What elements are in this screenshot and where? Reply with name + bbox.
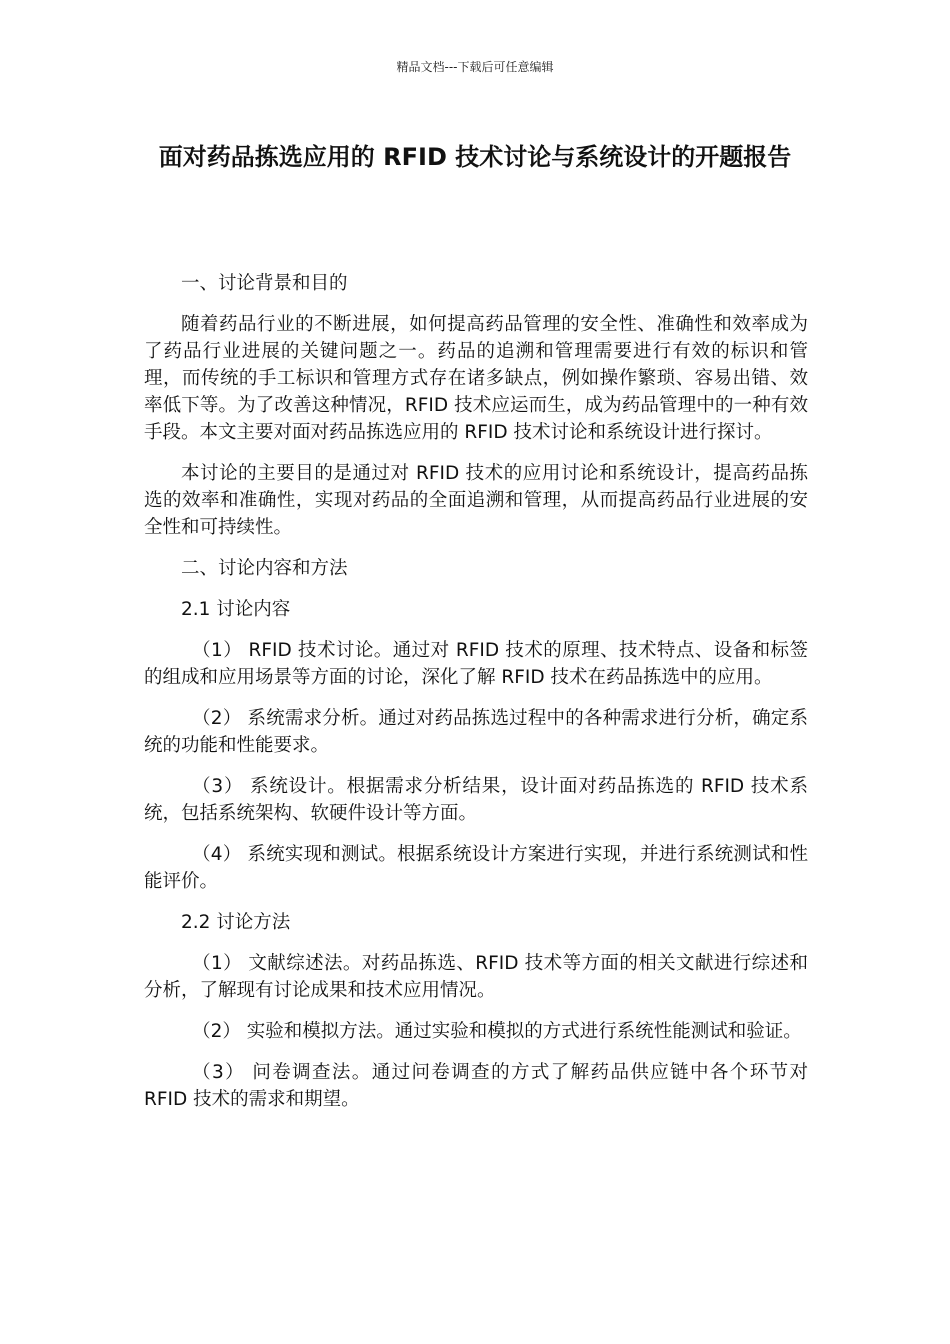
document-body [144, 270, 808, 1127]
list-item-content-4: （4） 系统实现和测试。根据系统设计方案进行实现，并进行系统测试和性能评价。 [144, 844, 808, 892]
list-item-content-1: （1） RFID 技术讨论。通过对 RFID 技术的原理、技术特点、设备和标签的组成和应用场景等方面的讨论，深化了解 RFID 技术在药品拣选中的应用。 [144, 640, 808, 688]
subsection-heading-method: 2.2 讨论方法 [181, 912, 291, 933]
section-heading-content-method: 二、讨论内容和方法 [181, 558, 348, 579]
document-title: 面对药品拣选应用的 RFID 技术讨论与系统设计的开题报告 [158, 143, 792, 171]
list-item-content-3: （3） 系统设计。根据需求分析结果，设计面对药品拣选的 RFID 技术系统，包括系统架构、软硬件设计等方面。 [144, 776, 808, 824]
list-item-method-1: （1） 文献综述法。对药品拣选、RFID 技术等方面的相关文献进行综述和分析，了解现有讨论成果和技术应用情况。 [144, 953, 808, 1001]
list-item-content-2: （2） 系统需求分析。通过对药品拣选过程中的各种需求进行分析，确定系统的功能和性能要求。 [144, 708, 808, 756]
header-note: 精品文档---下载后可任意编辑 [396, 60, 554, 74]
paragraph-background: 随着药品行业的不断进展，如何提高药品管理的安全性、准确性和效率成为了药品行业进展的关键问题之一。药品的追溯和管理需要进行有效的标识和管理，而传统的手工标识和管理方式存在诸多缺点，例如操作繁琐、容易出错、效率低下等。为了改善这种情况，RFID 技术应运而生，成为药品管理中的一种有效手段。本文主要对面对药品拣选应用的 RFID 技术讨论和系统设计进行探讨。 [144, 314, 808, 443]
list-item-method-3: （3） 问卷调查法。通过问卷调查的方式了解药品供应链中各个环节对 RFID 技术的需求和期望。 [144, 1062, 808, 1110]
section-heading-background: 一、讨论背景和目的 [181, 273, 348, 294]
list-item-method-2: （2） 实验和模拟方法。通过实验和模拟的方式进行系统性能测试和验证。 [192, 1021, 802, 1042]
subsection-heading-content: 2.1 讨论内容 [181, 599, 291, 620]
paragraph-purpose: 本讨论的主要目的是通过对 RFID 技术的应用讨论和系统设计，提高药品拣选的效率和准确性，实现对药品的全面追溯和管理，从而提高药品行业进展的安全性和可持续性。 [144, 463, 808, 538]
